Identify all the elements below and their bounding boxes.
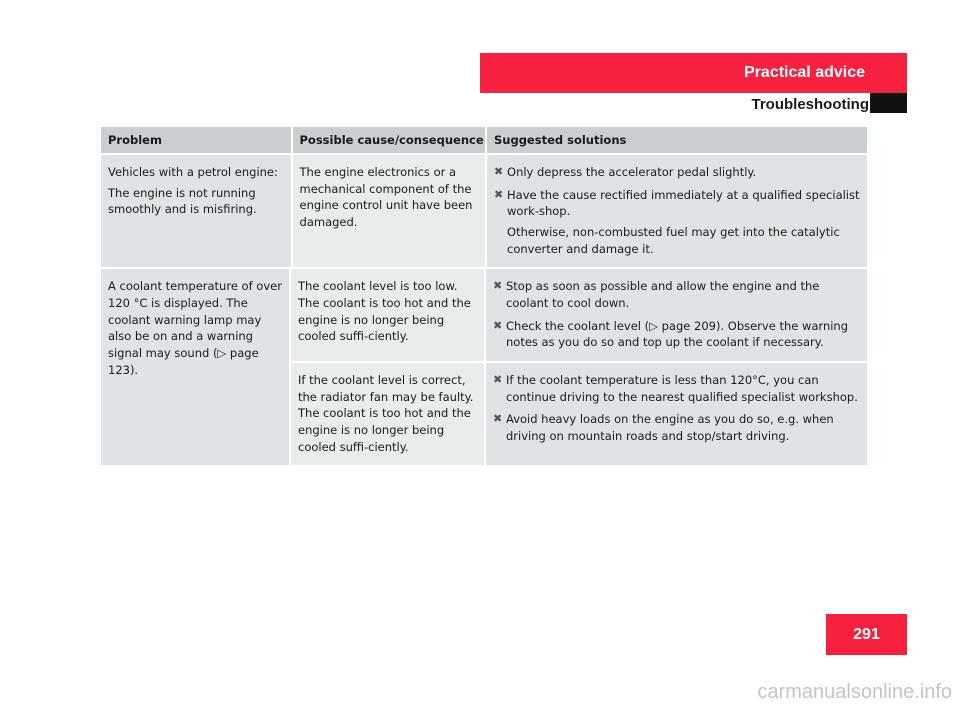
solution-note: Otherwise, non-combusted fuel may get into the catalytic converter and damage it. — [507, 225, 840, 256]
solutions-cell — [486, 269, 867, 361]
solution-text: If the coolant temperature is less than 120°C, you can continue driving to the nearest qualified specialist workshop. — [506, 373, 858, 404]
bullet-x-icon: ✖ — [493, 318, 503, 332]
subsection-header — [480, 93, 869, 115]
cause-cell — [291, 269, 484, 361]
watermark-text: carmanualsonline.info — [757, 681, 952, 703]
table-row — [101, 155, 867, 267]
solution-item — [494, 164, 861, 181]
solutions-cell — [486, 363, 867, 465]
problem-text: Vehicles with a petrol engine: — [108, 165, 278, 179]
problem-cell — [101, 269, 289, 465]
cause-solution-group — [291, 269, 867, 465]
problem-text: A coolant temperature of over 120 °C is displayed. The coolant warning lamp may also be on and a warning signal may sound (▷ page 123). — [108, 279, 282, 377]
column-header-solutions: Suggested solutions — [487, 127, 867, 153]
problem-text: The engine is not running smoothly and is misfiring. — [108, 185, 257, 217]
troubleshooting-table — [101, 127, 867, 465]
section-header — [480, 53, 907, 93]
bullet-x-icon: ✖ — [493, 373, 503, 387]
problem-cell — [101, 155, 291, 267]
page-number-box — [826, 614, 907, 655]
solution-item — [493, 372, 861, 405]
page-number: 291 — [853, 625, 880, 643]
solution-text: Stop as soon as possible and allow the engine and the coolant to cool down. — [506, 279, 820, 311]
solution-item — [493, 278, 861, 311]
bullet-x-icon: ✖ — [494, 165, 504, 178]
bullet-x-icon: ✖ — [494, 187, 504, 201]
cause-text: The coolant level is too low. The coolant is too hot and the engine is no longer being cooled suffi-ciently. — [298, 279, 471, 344]
section-title: Practical advice — [744, 64, 865, 81]
thumb-tab-marker — [870, 93, 907, 113]
subsection-title: Troubleshooting — [751, 95, 869, 113]
table-row — [101, 269, 867, 465]
solution-text: Check the coolant level (▷ page 209). Observe the warning notes as you do so and top up the coolant if necessary. — [506, 318, 849, 350]
solution-item — [493, 411, 861, 444]
cause-text: If the coolant level is correct, the radiator fan may be faulty. The coolant is too hot and the engine is no longer being cooled suffi-ciently. — [298, 373, 474, 454]
solution-text: Only depress the accelerator pedal slightly. — [507, 165, 757, 179]
table-header-row — [101, 127, 867, 153]
solution-item — [493, 318, 861, 351]
solution-item — [494, 187, 861, 258]
solutions-cell — [487, 155, 867, 267]
bullet-x-icon: ✖ — [493, 279, 503, 293]
cause-cell — [291, 363, 484, 465]
bullet-x-icon: ✖ — [493, 412, 503, 426]
cause-cell — [293, 155, 486, 267]
sub-row — [291, 363, 867, 465]
sub-row — [291, 269, 867, 361]
cause-text: The engine electronics or a mechanical component of the engine control unit have been damaged. — [299, 165, 473, 230]
solution-text: Have the cause rectified immediately at a qualified specialist work-shop. — [507, 187, 860, 219]
solution-text: Avoid heavy loads on the engine as you do so, e.g. when driving on mountain roads and stop/start driving. — [506, 412, 834, 444]
column-header-problem: Problem — [101, 127, 291, 153]
column-header-cause: Possible cause/consequence — [293, 127, 486, 153]
